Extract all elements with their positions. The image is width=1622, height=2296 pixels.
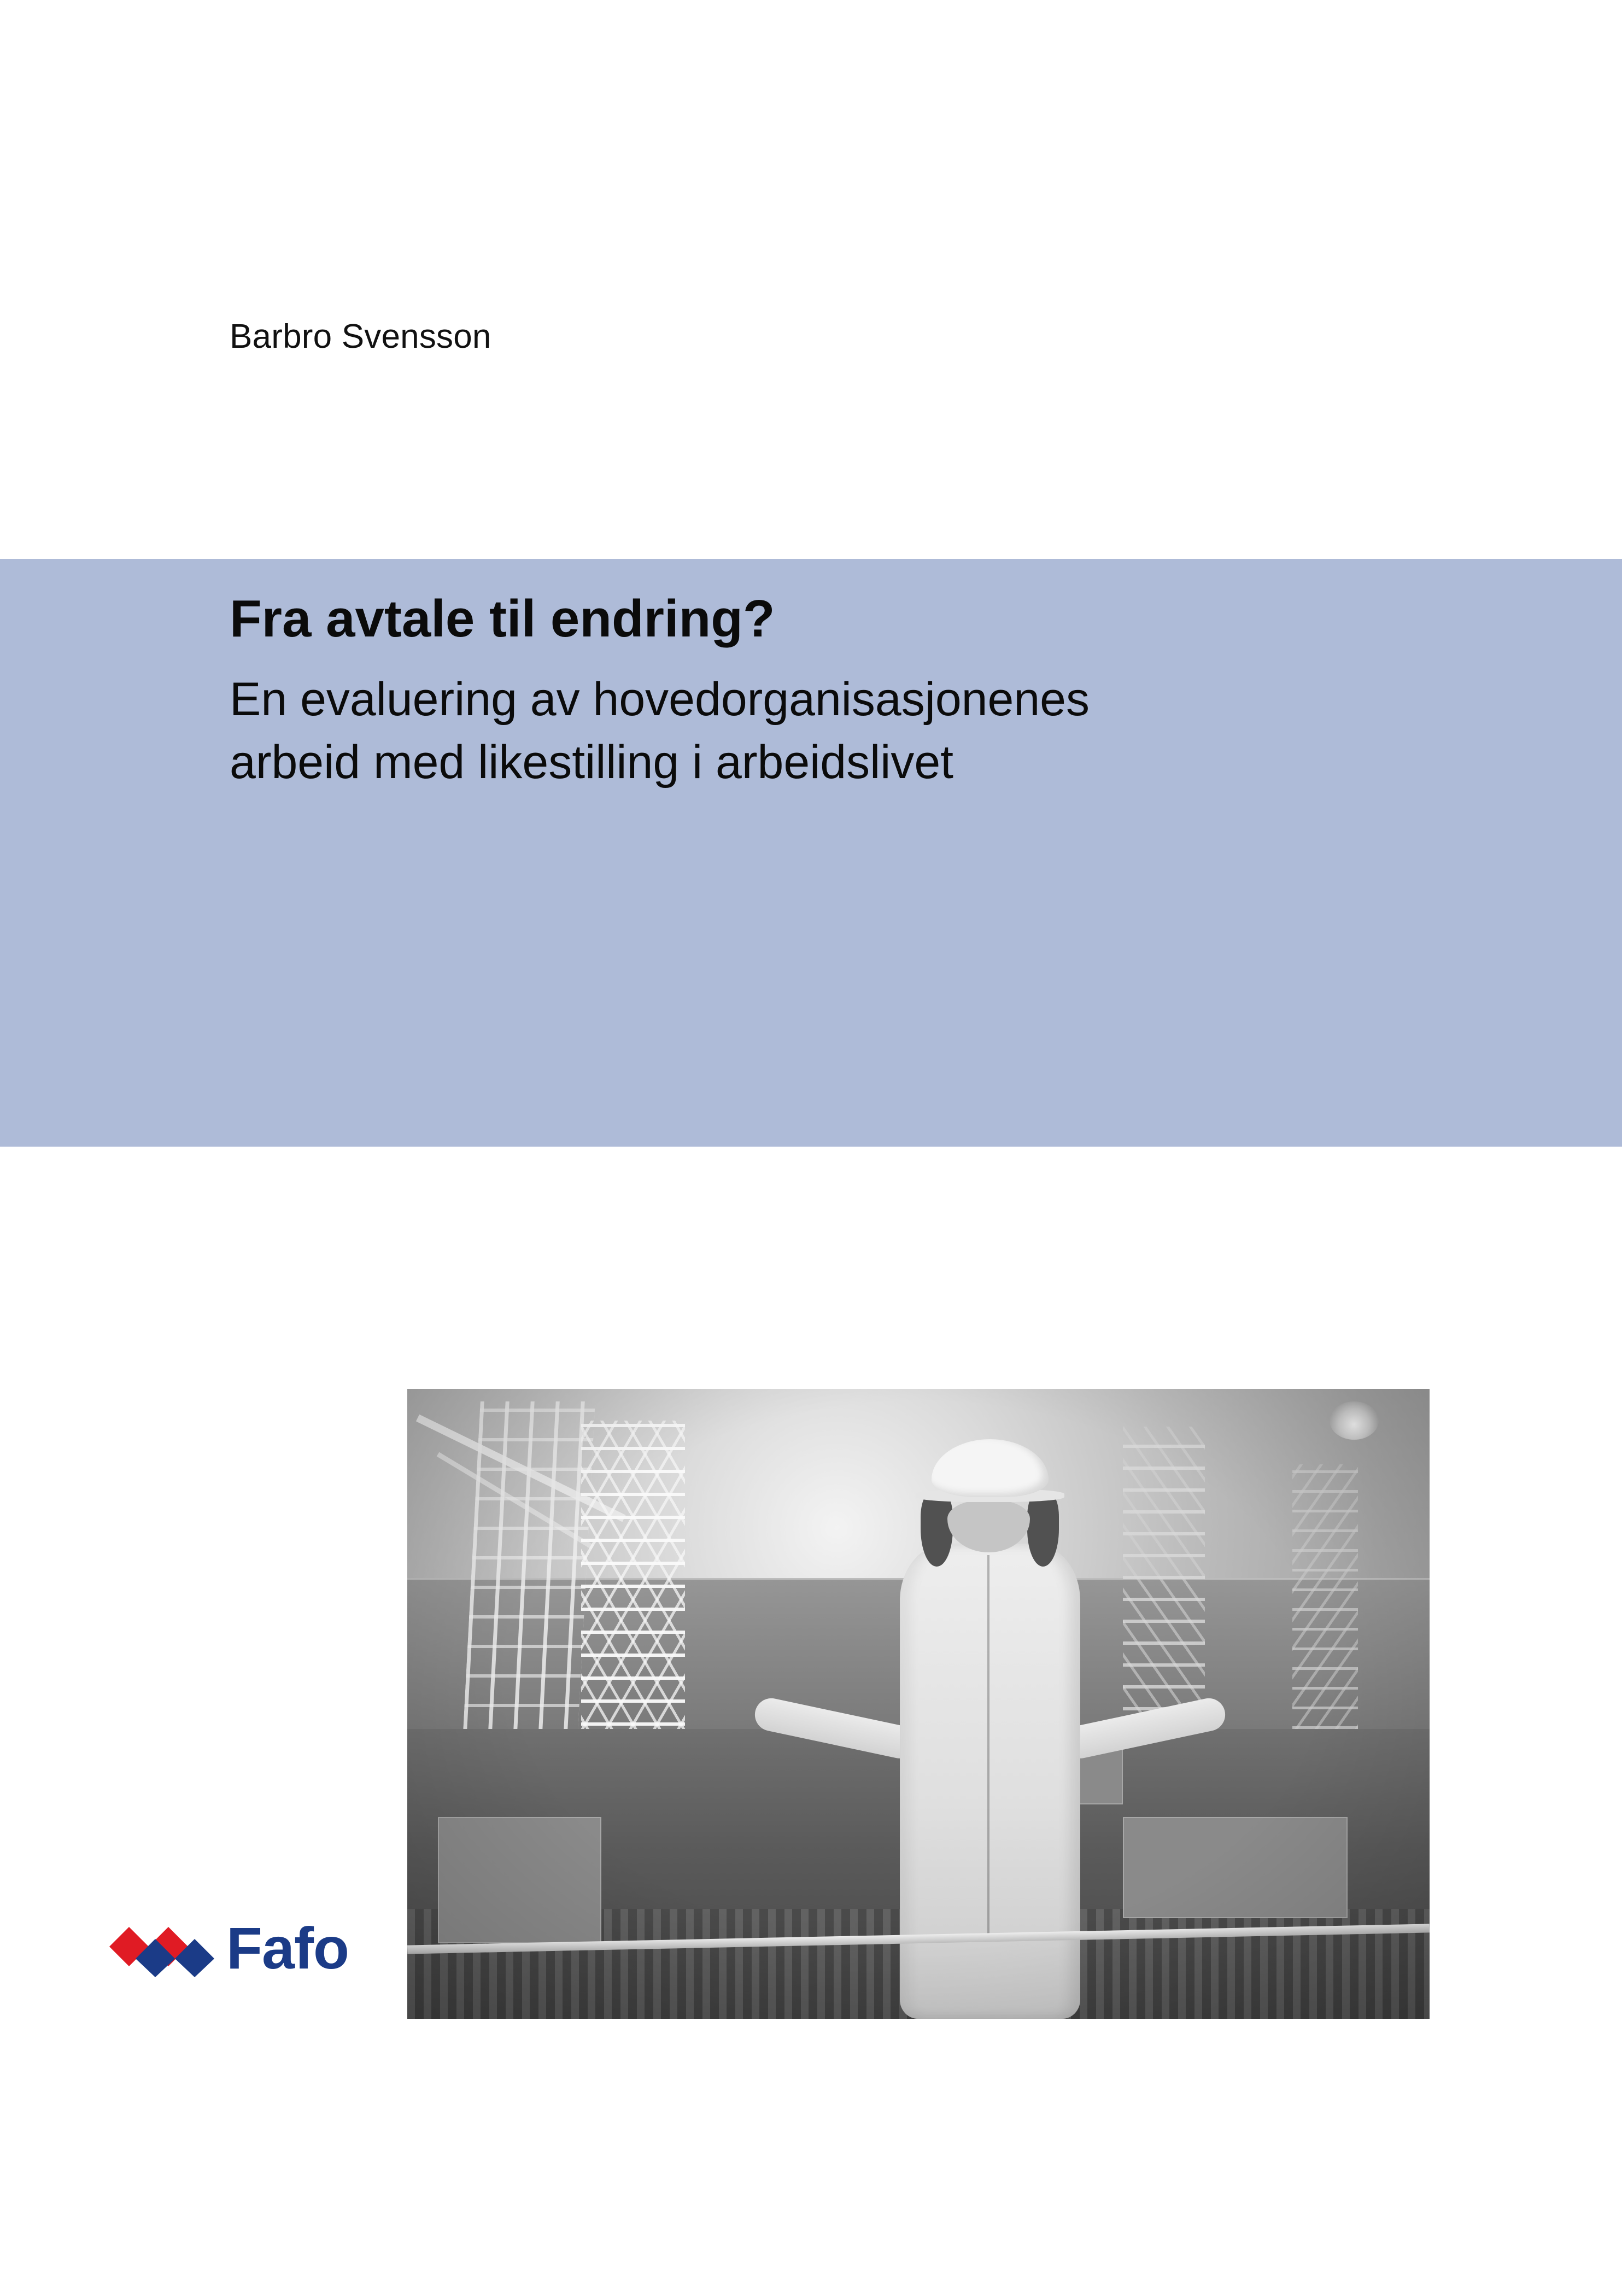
fafo-logo-text: Fafo [226,1915,349,1981]
author-name: Barbro Svensson [230,318,491,355]
page-subtitle [230,668,1487,794]
fafo-logo-icon [107,1913,216,1978]
fafo-logo [107,1903,370,1990]
page-title: Fra avtale til endring? [230,589,775,648]
page-subtitle-line-1: En evaluering av hovedorganisasjonenes [230,673,1090,726]
photo-vignette [407,1389,1430,2019]
cover-photo [407,1389,1430,2019]
page-subtitle-line-2: arbeid med likestilling i arbeidslivet [230,736,954,789]
